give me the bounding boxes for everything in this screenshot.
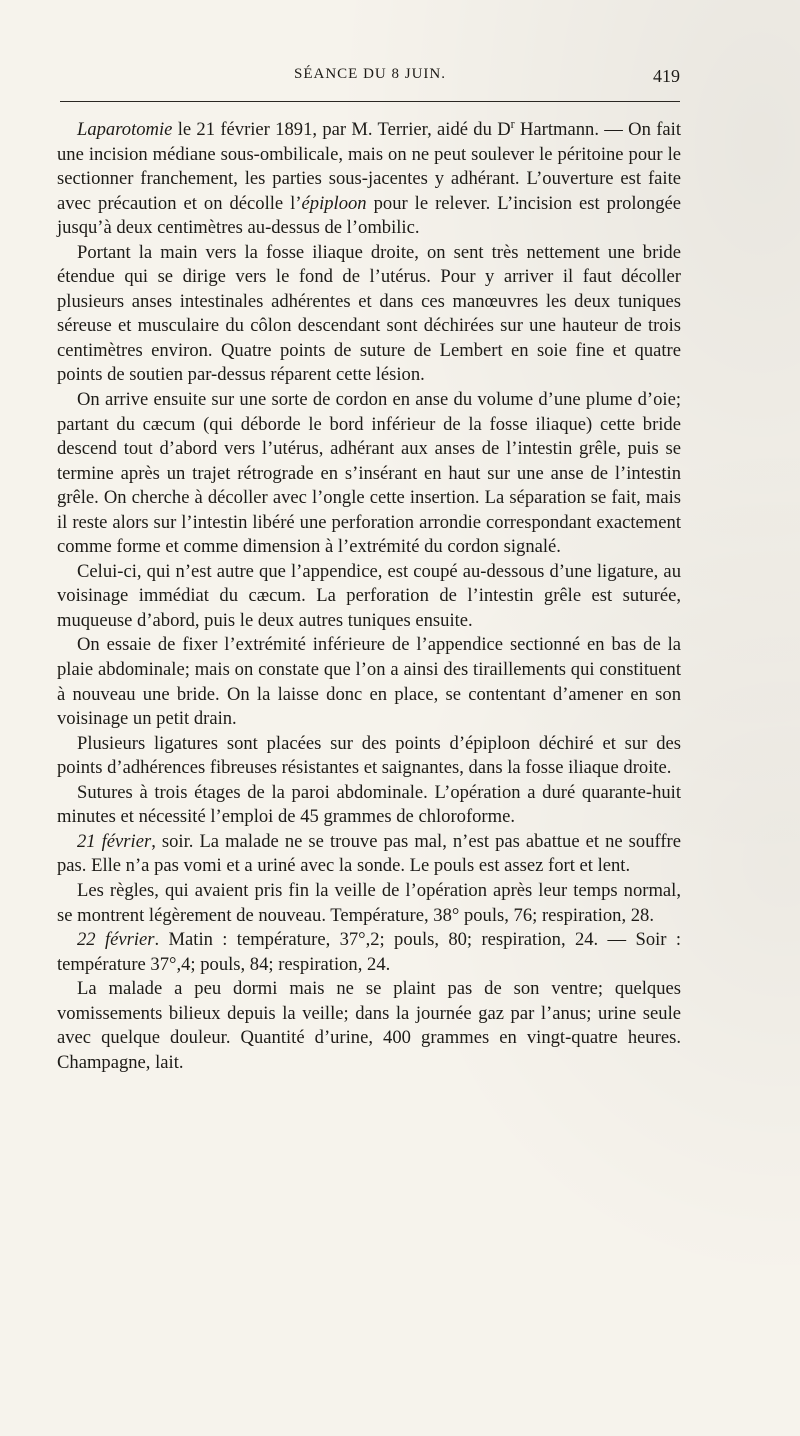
paragraph-6: Plusieurs ligatures sont placées sur des points d’épiploon déchiré et sur des points d’adhérences fibreuses résistantes et saignantes, dans la fosse iliaque droite.: [57, 732, 681, 779]
paragraph-2: Portant la main vers la fosse iliaque droite, on sent très nettement une bride étendue qui se dirige vers le fond de l’utérus. Pour y arriver il faut décoller plusieurs anses intestinales adhérentes et dans ces manœuvres les deux tuniques séreuse et musculaire du côlon descendant sont déchirées sur une hauteur de trois centimètres environ. Quatre points de suture de Lembert en soie fine et quatre points de soutien par-dessus réparent cette lésion.: [57, 241, 681, 386]
running-head: SÉANCE DU 8 JUIN.: [294, 66, 446, 82]
paragraph-5: On essaie de fixer l’extrémité inférieure de l’appendice sectionné en bas de la plaie abdominale; mais on constate que l’on a ainsi des tiraillements qui constituent à nouveau une bride. On la laisse donc en place, se contentant d’amener en son voisinage un petit drain.: [57, 634, 681, 730]
paragraph-8-text: , soir. La malade ne se trouve pas mal, n’est pas abattue et ne souffre pas. Elle n’a pas vomi et a uriné avec la sonde. Le pouls est assez fort et lent.: [57, 830, 681, 877]
paragraph-11: La malade a peu dormi mais ne se plaint pas de son ventre; quelques vomissements bilieux depuis la veille; dans la journée gaz par l’anus; urine seule avec quelque douleur. Quantité d’urine, 400 grammes en vingt-quatre heures. Champagne, lait.: [57, 978, 681, 1073]
paragraph-1-text-b: Hartmann. — On fait une incision médiane sous-ombilicale, mais on ne peut soulever le péritoine pour le sectionner franchement, les parties sous-jacentes y adhérant. L’ouverture est faite avec précaution et on décolle l’: [57, 119, 681, 214]
doctor-superscript: r: [510, 116, 515, 131]
paragraph-3: On arrive ensuite sur une sorte de cordon en anse du volume d’une plume d’oie; partant du cæcum (qui déborde le bord inférieur de la fosse iliaque) cette bride descend tout d’abord vers l’utérus, adhérant aux anses de l’intestin grêle, puis se termine après un trajet rétrograde en s’insérant en haut sur une anse de l’intestin grêle. On cherche à décoller avec l’ongle cette insertion. La séparation se fait, mais il reste alors sur l’intestin libéré une perforation arrondie correspondant exactement comme forme et comme dimension à l’extrémité du cordon signalé.: [57, 389, 681, 558]
epiploon-italic: épiploon: [301, 192, 367, 214]
page-header: [60, 66, 680, 90]
paragraph-4: Celui-ci, qui n’est autre que l’appendice, est coupé au-dessous d’une ligature, au voisinage immédiat du cæcum. La perforation de l’intestin grêle est suturée, muqueuse d’abord, puis le deux autres tuniques ensuite.: [57, 560, 681, 631]
paragraph-10: [57, 928, 681, 977]
date-22-fevrier: 22 février: [77, 929, 155, 951]
page-number: 419: [653, 66, 680, 86]
header-rule: [60, 101, 680, 102]
paragraph-7: Sutures à trois étages de la paroi abdominale. L’opération a duré quarante-huit minutes et nécessité l’emploi de 45 grammes de chloroforme.: [57, 781, 681, 828]
paragraph-1-text-c: pour le relever. L’incision est prolongée jusqu’à deux centimètres au-dessus de l’ombilic.: [57, 192, 681, 239]
paragraph-9: Les règles, qui avaient pris fin la veille de l’opération après leur temps normal, se montrent légèrement de nouveau. Température, 38° pouls, 76; respiration, 28.: [57, 879, 681, 926]
body-text: [57, 118, 681, 1075]
date-21-fevrier: 21 février: [77, 830, 152, 852]
paragraph-1-text-a: le 21 février 1891, par M. Terrier, aidé du D: [172, 119, 511, 140]
paragraph-8: [57, 830, 681, 879]
laparotomie-italic: Laparotomie: [77, 119, 173, 140]
paragraph-1: [57, 118, 681, 241]
paragraph-10-text: . Matin : température, 37°,2; pouls, 80; respiration, 24. — Soir : température 37°,4; pouls, 84; respiration, 24.: [57, 929, 682, 975]
